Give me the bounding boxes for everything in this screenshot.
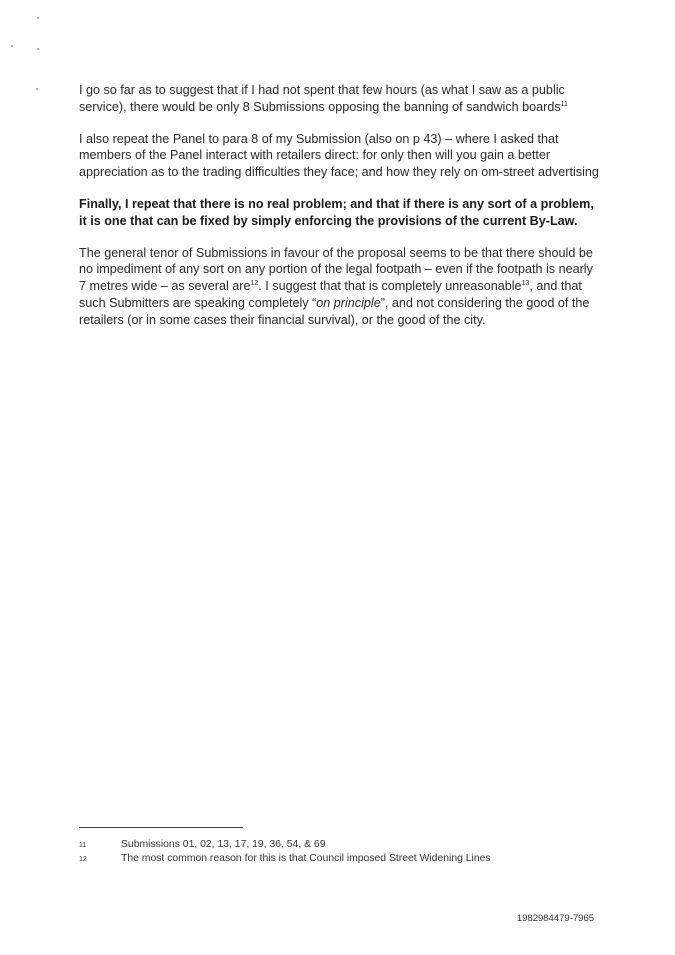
footnote-separator xyxy=(79,827,243,828)
paragraph-1-text: I go so far as to suggest that if I had not spent that few hours (as what I saw as a public service), there would be only 8 Submissions opposing the banning of sandwich boards xyxy=(79,83,565,114)
paragraph-4 xyxy=(79,245,599,329)
scan-speck xyxy=(36,88,38,90)
paragraph-4-part-2: . I suggest that that is completely unreasonable xyxy=(258,279,522,294)
footnote-11 xyxy=(79,838,599,852)
paragraph-3-bold: Finally, I repeat that there is no real problem; and that if there is any sort of a problem, it is one that can be fixed by simply enforcing the provisions of the current By-Law. xyxy=(79,196,594,228)
paragraph-1 xyxy=(79,82,599,116)
footnote-ref-12: 12 xyxy=(250,279,259,287)
document-id: 1982984479-7965 xyxy=(516,913,594,924)
footnote-text: Submissions 01, 02, 13, 17, 19, 36, 54, & 69 xyxy=(121,839,326,850)
footnote-number: 12 xyxy=(79,856,87,863)
scan-speck xyxy=(37,17,39,19)
footnote-number: 11 xyxy=(79,842,87,849)
scan-speck xyxy=(11,45,13,47)
footnotes xyxy=(79,838,599,866)
footnote-ref-11: 11 xyxy=(560,100,568,108)
paragraph-2: I also repeat the Panel to para 8 of my Submission (also on p 43) – where I asked that members of the Panel interact with retailers direct: for only then will you gain a better appreciation as to the trading difficulties they face; and how they rely on om-street advertising xyxy=(79,131,599,180)
body-text xyxy=(79,82,599,344)
footnote-12 xyxy=(79,852,599,866)
footnote-text: The most common reason for this is that Council imposed Street Widening Lines xyxy=(121,853,491,864)
paragraph-4-italic: on principle xyxy=(316,295,381,310)
scan-speck xyxy=(37,48,39,50)
paragraph-4-part-1: The general tenor of Submissions in favour of the proposal seems to be that there should be no impediment of any sort on any portion of the legal footpath – even if the footpath is nearly 7 metres wide – as several are xyxy=(79,245,593,294)
paragraph-4-part-3: , and that such Submitters are speaking completely “ xyxy=(79,279,582,310)
footnote-ref-13: 13 xyxy=(521,279,530,287)
paragraph-4-part-4: ”, and not considering the good of the retailers (or in some cases their financial survival), or the good of the city. xyxy=(79,295,590,327)
